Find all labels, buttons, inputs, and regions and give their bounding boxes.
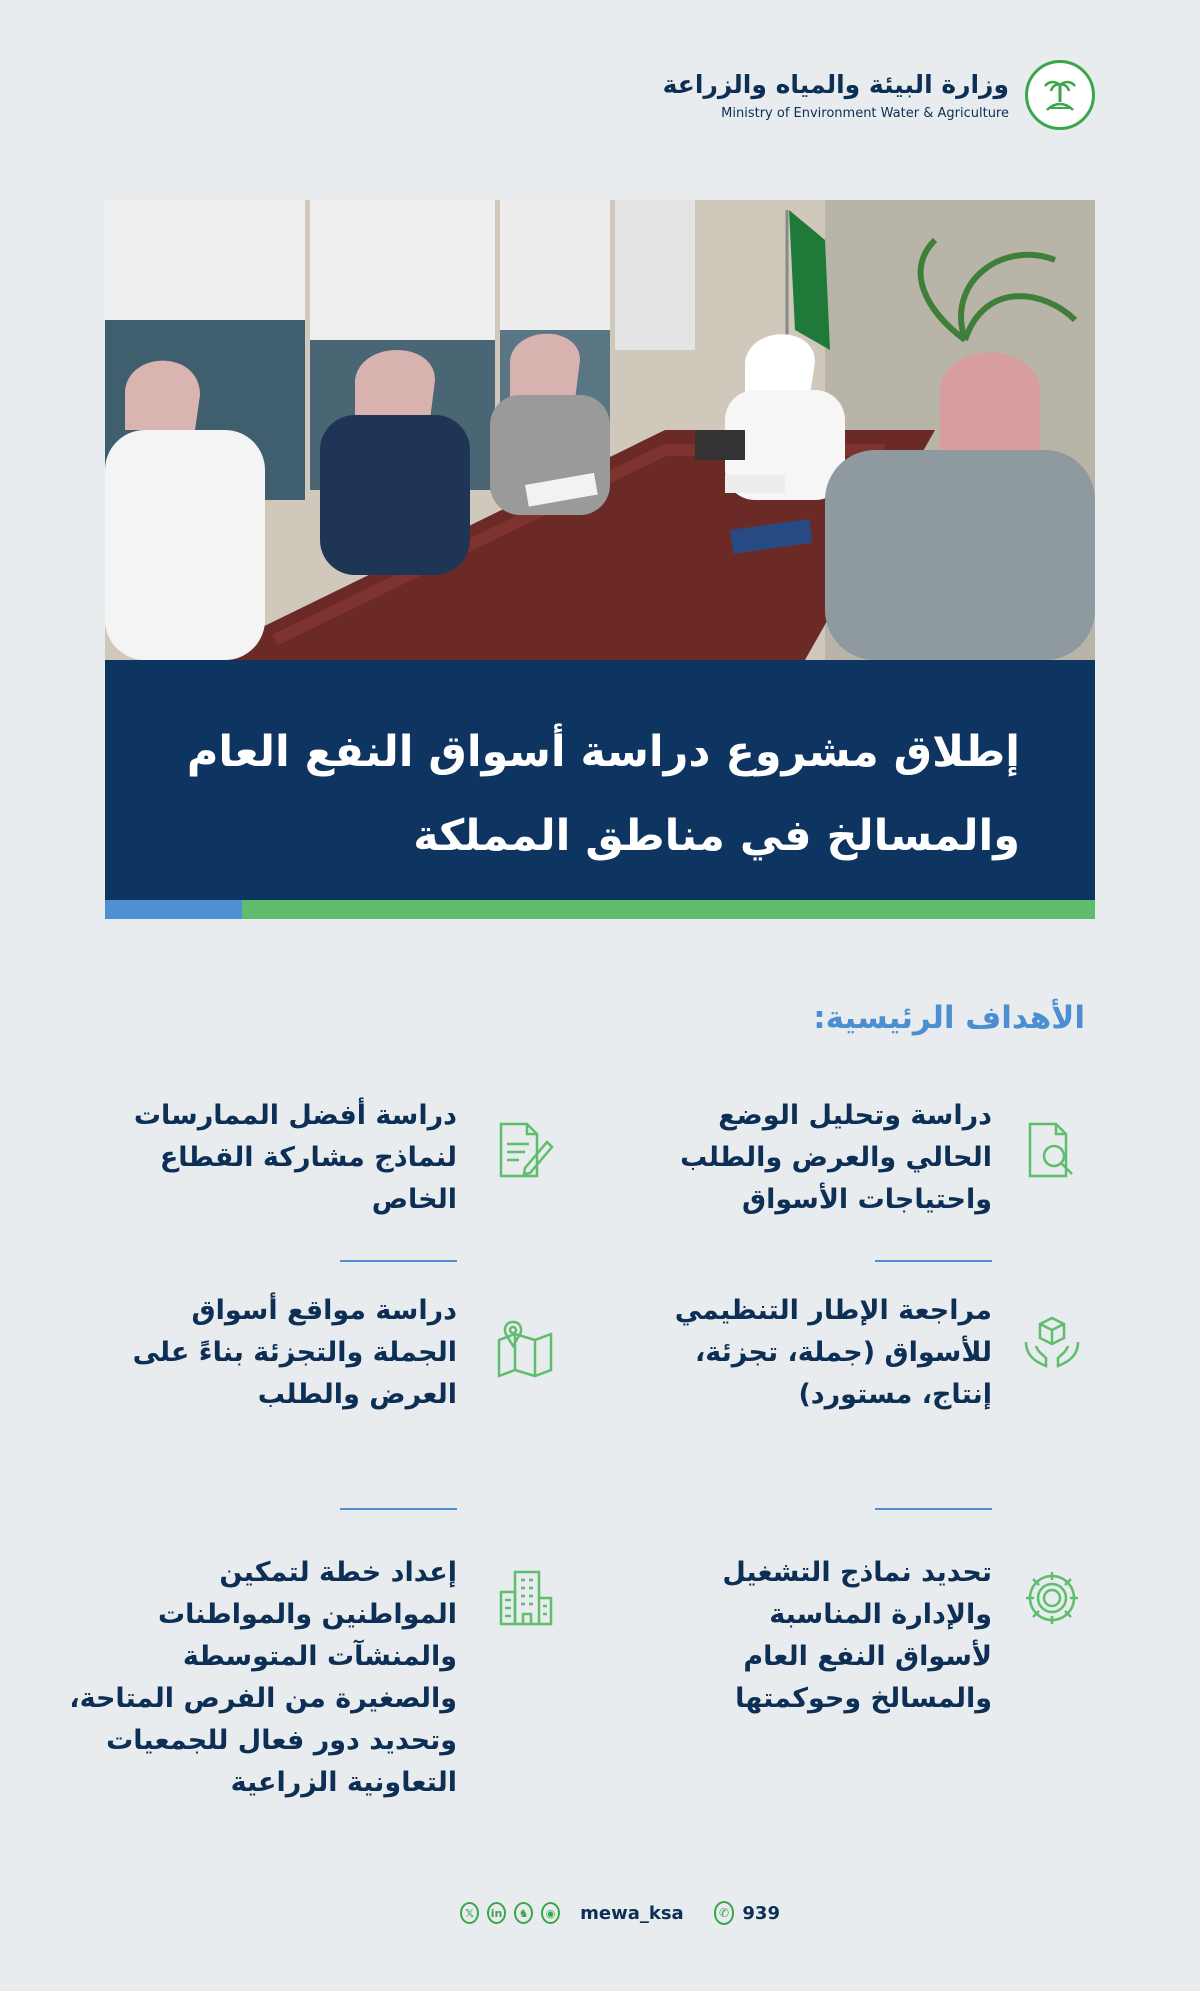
accent-bar-green <box>242 900 1095 919</box>
accent-bar-blue <box>105 900 242 919</box>
banner-title-line2: والمسالخ في مناطق المملكة <box>413 811 1020 861</box>
document-edit-icon <box>495 1120 555 1180</box>
title-banner <box>105 660 1095 900</box>
goal-divider <box>340 1260 457 1262</box>
palm-swords-emblem-icon <box>1025 60 1095 130</box>
goals-heading: الأهداف الرئيسية: <box>813 1000 1085 1036</box>
document-search-icon <box>1022 1120 1082 1180</box>
phone-number[interactable]: 939 <box>742 1902 780 1924</box>
social-handle[interactable]: mewa_ksa <box>580 1902 684 1924</box>
gear-icon <box>1022 1568 1082 1628</box>
ministry-name-en: Ministry of Environment Water & Agriculture <box>721 106 1009 121</box>
goal-item-1: دراسة وتحليل الوضع الحالي والعرض والطلب واحتياجات الأسواق <box>680 1100 992 1215</box>
goal-divider <box>340 1508 457 1510</box>
goal-item-2: دراسة أفضل الممارسات لنماذج مشاركة القطاع الخاص <box>133 1100 457 1215</box>
hands-box-icon <box>1022 1312 1082 1372</box>
ministry-name-ar: وزارة البيئة والمياه والزراعة <box>662 70 1009 99</box>
goal-item-5: تحديد نماذج التشغيل والإدارة المناسبة لأسواق النفع العام والمسالخ وحوكمتها <box>722 1557 992 1714</box>
goal-item-6: إعداد خطة لتمكين المواطنين والمواطنات والمنشآت المتوسطة والصغيرة من الفرص المتاحة، وتحديد دور فعال للجمعيات التعاونية الزراعية <box>69 1557 457 1798</box>
footer <box>460 1898 780 1928</box>
goal-divider <box>875 1508 992 1510</box>
ministry-logo <box>662 60 1095 138</box>
goal-item-4: دراسة مواقع أسواق الجملة والتجزئة بناءً على العرض والطلب <box>132 1295 457 1410</box>
goal-divider <box>875 1260 992 1262</box>
banner-title-line1: إطلاق مشروع دراسة أسواق النفع العام <box>186 727 1020 777</box>
x-icon[interactable]: 𝕏 <box>460 1902 479 1924</box>
goal-item-3: مراجعة الإطار التنظيمي للأسواق (جملة، تجزئة، إنتاج، مستورد) <box>674 1295 992 1410</box>
meeting-photo <box>105 200 1095 660</box>
linkedin-icon[interactable]: in <box>487 1902 506 1924</box>
instagram-icon[interactable]: ◉ <box>541 1902 560 1924</box>
snapchat-icon[interactable]: ♞ <box>514 1902 533 1924</box>
building-icon <box>495 1568 555 1628</box>
map-pin-icon <box>495 1318 555 1378</box>
phone-icon: ✆ <box>714 1901 735 1925</box>
